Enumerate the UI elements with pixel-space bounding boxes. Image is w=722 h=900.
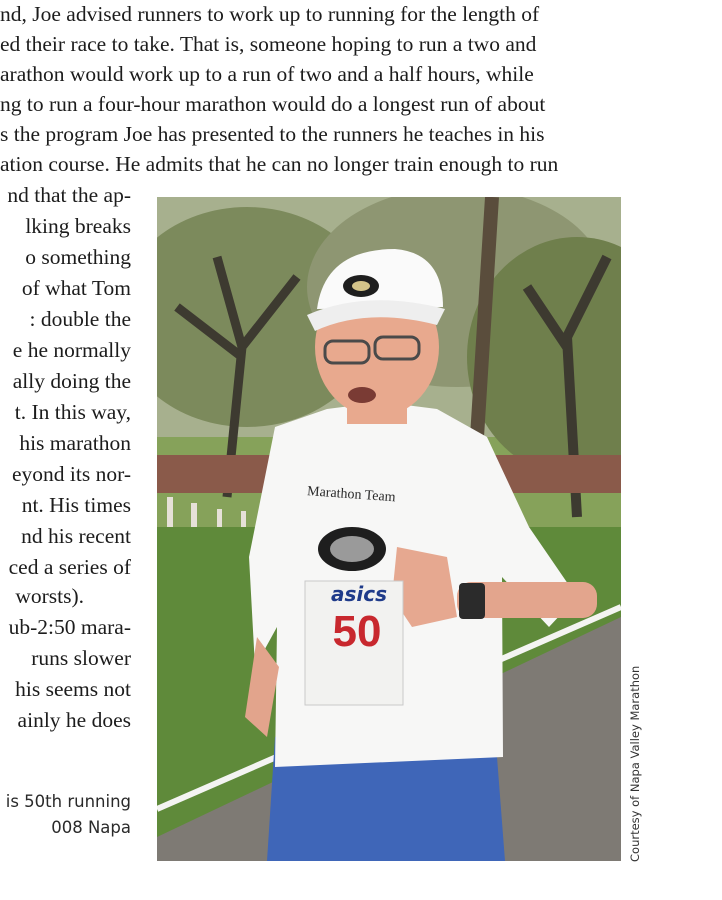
text-line: of what Tom [21,276,131,300]
text-line: ation course. He admits that he can no longer train enough to run [0,152,559,176]
photo-credit: Courtesy of Napa Valley Marathon [628,665,642,862]
text-line: : double the [29,307,131,331]
text-line: arathon would work up to a run of two and a half hours, while [0,62,534,86]
text-line: eyond its nor- [12,462,131,486]
text-line: e he normally [12,338,131,362]
text-line: worsts). [15,584,84,608]
runner-photo [157,197,621,861]
text-line: runs slower [31,646,131,670]
caption-line: is 50th running [5,792,131,811]
text-line: lking breaks [25,214,131,238]
bib-brand: asics [330,582,387,606]
text-line: his seems not [15,677,131,701]
text-line: nd, Joe advised runners to work up to running for the length of [0,2,540,26]
text-line: ng to run a four-hour marathon would do a longest run of about [0,92,546,116]
text-line: his marathon [19,431,131,455]
text-line: s the program Joe has presented to the runners he teaches in his [0,122,545,146]
shirt-text: Marathon Team [306,484,397,506]
text-line: nd that the ap- [7,183,131,207]
text-line: ainly he does [17,708,131,732]
text-line: nt. His times [21,493,131,517]
caption-line: 008 Napa [51,818,131,837]
text-line: ced a series of [8,555,131,579]
bib-number: 50 [332,607,382,656]
text-line: o something [25,245,131,269]
text-line: ub-2:50 mara- [8,615,131,639]
runner-photo-illustration [157,197,621,861]
text-line: t. In this way, [14,400,131,424]
text-line: ally doing the [12,369,131,393]
text-line: nd his recent [21,524,131,548]
text-line: ed their race to take. That is, someone hoping to run a two and [0,32,537,56]
